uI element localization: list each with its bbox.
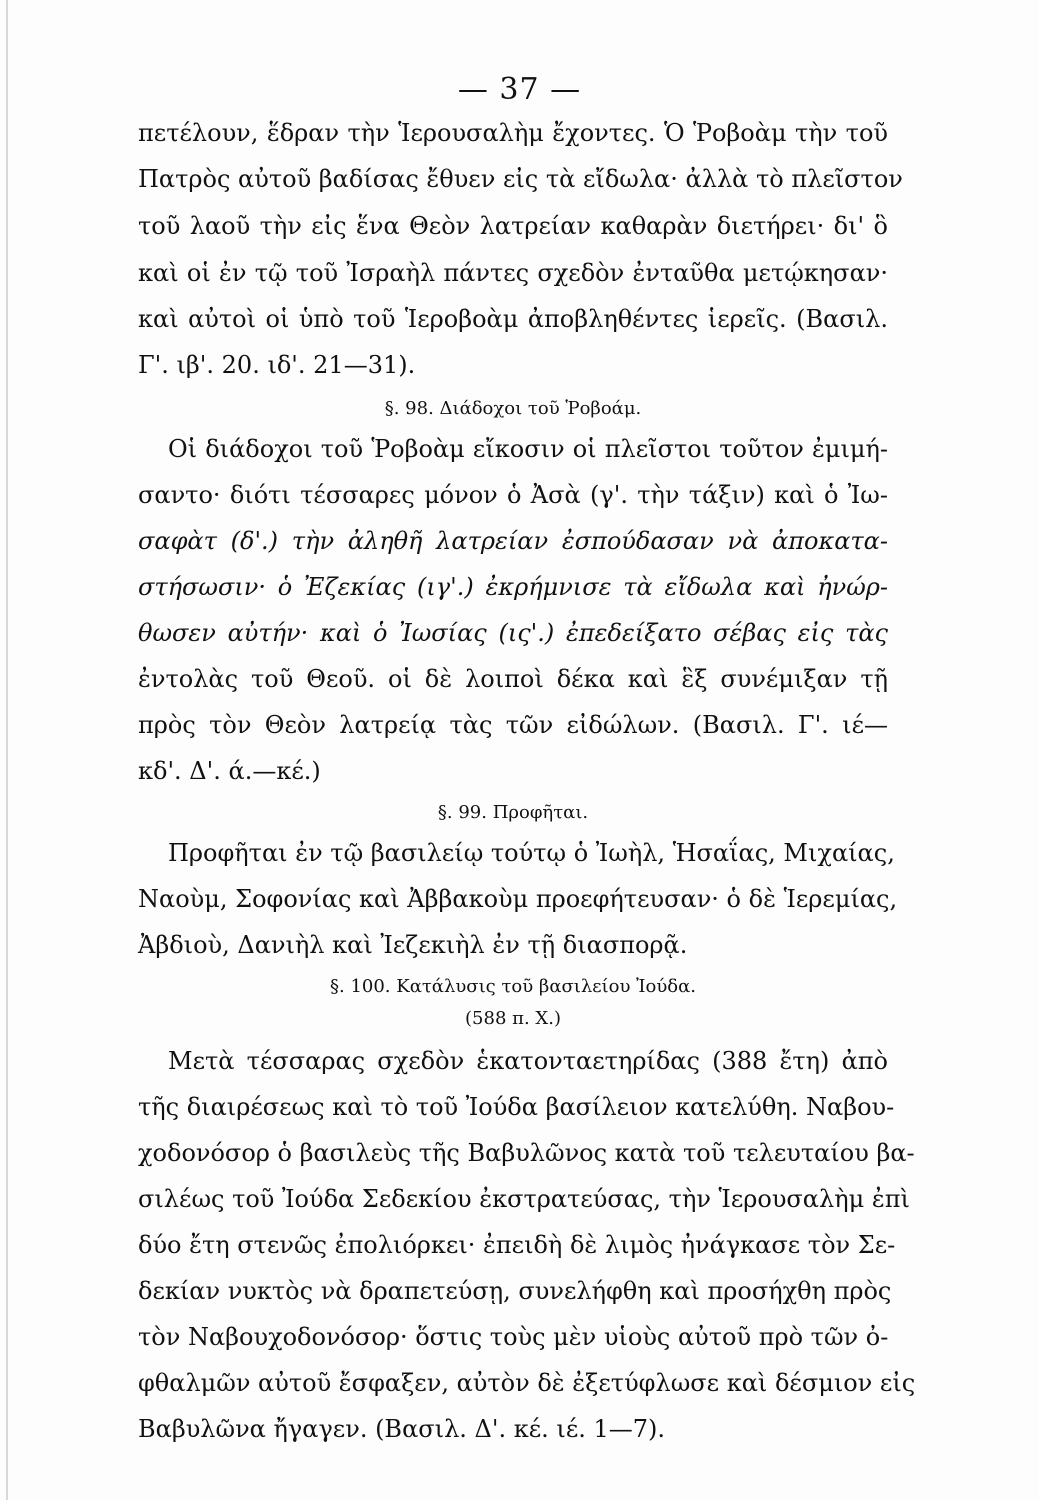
text-line: Μετὰ τέσσαρας σχεδὸν ἑκατονταετηρίδας (388 ἔτη) ἀπὸ (168, 1047, 888, 1075)
page-number: — 37 — (457, 72, 582, 107)
text-line: δύο ἔτη στενῶς ἐπολιόρκει· ἐπειδὴ δὲ λιμὸς ἠνάγκασε τὸν Σε- (138, 1231, 896, 1259)
text-line: Βαβυλῶνα ἤγαγεν. (Βασιλ. Δ'. κέ. ιέ. 1—7). (138, 1415, 666, 1443)
text-line: Ἀβδιοὺ, Δανιὴλ καὶ Ἰεζεκιὴλ ἐν τῇ διασπορᾷ. (138, 931, 688, 959)
text-line: Οἱ διάδοχοι τοῦ Ῥοβοὰμ εἴκοσιν οἱ πλεῖστοι τοῦτον ἐμιμή- (168, 435, 888, 463)
section-heading-99: §. 99. Προφῆται. (437, 802, 589, 823)
text-line: Πατρὸς αὐτοῦ βαδίσας ἔθυεν εἰς τὰ εἴδωλα· ἀλλὰ τὸ πλεῖστον (138, 165, 903, 193)
text-line: καὶ αὐτοὶ οἱ ὑπὸ τοῦ Ἱεροβοὰμ ἀποβληθέντες ἱερεῖς. (Βασιλ. (138, 305, 888, 333)
text-line: τῆς διαιρέσεως καὶ τὸ τοῦ Ἰούδα βασίλειον κατελύθη. Ναβου- (138, 1093, 895, 1121)
text-line: θωσεν αὐτήν· καὶ ὁ Ἰωσίας (ις'.) ἐπεδείξατο σέβας εἰς τὰς (138, 619, 888, 647)
text-line: χοδονόσορ ὁ βασιλεὺς τῆς Βαβυλῶνος κατὰ τοῦ τελευταίου βα- (138, 1139, 915, 1167)
text-line: τὸν Ναβουχοδονόσορ· ὅστις τοὺς μὲν υἱοὺς αὐτοῦ πρὸ τῶν ὀ- (138, 1323, 889, 1351)
text-line: σαντο· διότι τέσσαρες μόνον ὁ Ἀσὰ (γ'. τὴν τάξιν) καὶ ὁ Ἰω- (138, 481, 888, 509)
text-line: στήσωσιν· ὁ Ἐζεκίας (ιγ'.) ἐκρήμνισε τὰ εἴδωλα καὶ ἠνώρ- (138, 573, 888, 601)
text-line: Γ'. ιβ'. 20. ιδ'. 21—31). (138, 351, 416, 379)
text-line: πρὸς τὸν Θεὸν λατρείᾳ τὰς τῶν εἰδώλων. (Βασιλ. Γ'. ιέ— (138, 711, 888, 739)
text-line: σιλέως τοῦ Ἰούδα Σεδεκίου ἐκστρατεύσας, τὴν Ἱερουσαλὴμ ἐπὶ (138, 1185, 910, 1213)
section-date: (588 π. Χ.) (465, 1008, 561, 1029)
section-heading-98: §. 98. Διάδοχοι τοῦ Ῥοβοάμ. (384, 398, 642, 419)
text-line: κδ'. Δ'. ά.—κέ.) (138, 757, 321, 785)
text-line: Προφῆται ἐν τῷ βασιλείῳ τούτῳ ὁ Ἰωὴλ, Ἡσαΐας, Μιχαίας, (168, 839, 895, 867)
text-line: ἐντολὰς τοῦ Θεοῦ. οἱ δὲ λοιποὶ δέκα καὶ ἓξ συνέμιξαν τῇ (138, 665, 888, 693)
text-line: καὶ οἱ ἐν τῷ τοῦ Ἰσραὴλ πάντες σχεδὸν ἐνταῦθα μετῴκησαν· (138, 259, 888, 287)
text-line: δεκίαν νυκτὸς νὰ δραπετεύσῃ, συνελήφθη καὶ προσήχθη πρὸς (138, 1277, 892, 1305)
text-line: Ναοὺμ, Σοφονίας καὶ Ἀββακοὺμ προεφήτευσαν· ὁ δὲ Ἱερεμίας, (138, 885, 898, 913)
section-heading-100: §. 100. Κατάλυσις τοῦ βασιλείου Ἰούδα. (330, 976, 696, 997)
text-line: φθαλμῶν αὐτοῦ ἔσφαξεν, αὐτὸν δὲ ἐξετύφλωσε καὶ δέσμιον εἰς (138, 1369, 916, 1397)
page-edge (6, 0, 8, 1500)
text-line: πετέλουν, ἕδραν τὴν Ἱερουσαλὴμ ἔχοντες. Ὁ Ῥοβοὰμ τὴν τοῦ (138, 119, 888, 147)
text-line: σαφὰτ (δ'.) τὴν ἀληθῆ λατρείαν ἐσπούδασαν νὰ ἀποκατα- (138, 527, 888, 555)
text-line: τοῦ λαοῦ τὴν εἰς ἕνα Θεὸν λατρείαν καθαρὰν διετήρει· δι' ὃ (138, 212, 888, 240)
